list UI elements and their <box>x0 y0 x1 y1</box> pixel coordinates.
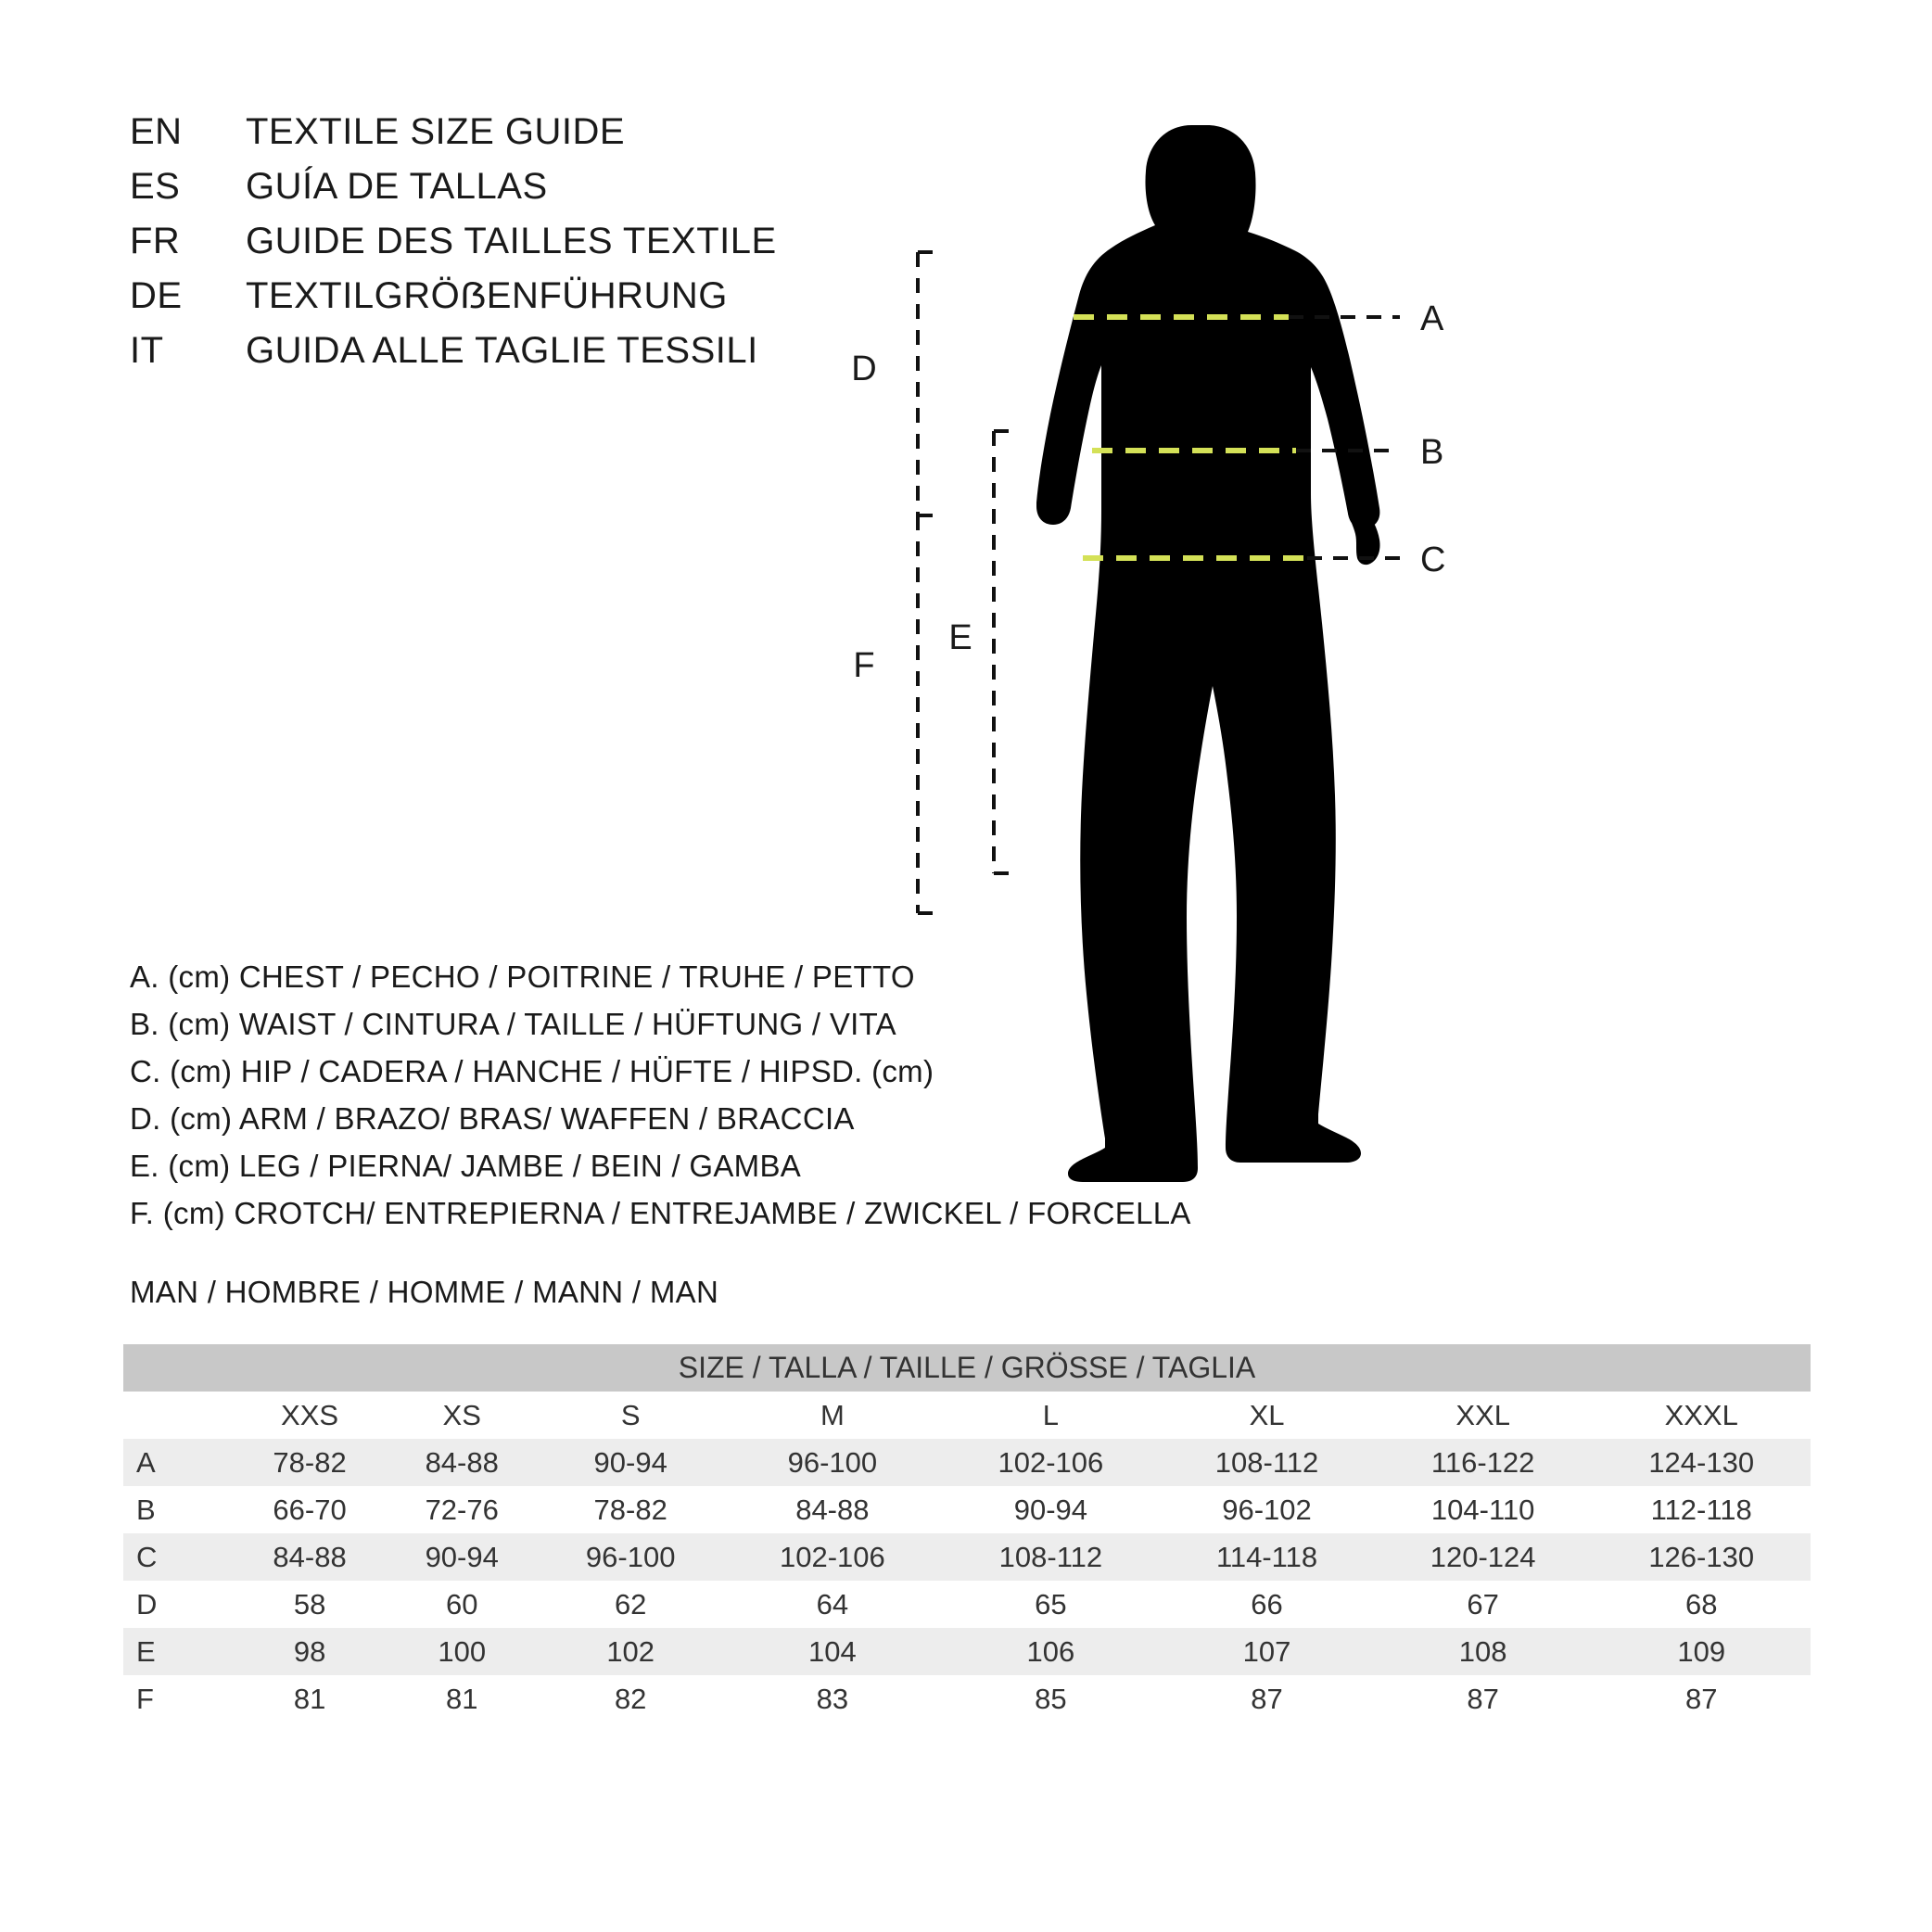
cell: 120-124 <box>1374 1533 1593 1581</box>
cell: 96-102 <box>1160 1486 1374 1533</box>
table-row <box>123 1439 1811 1486</box>
table-row <box>123 1628 1811 1675</box>
cell: 124-130 <box>1592 1439 1811 1486</box>
cell: 100 <box>386 1628 538 1675</box>
size-col-xxl: XXL <box>1374 1392 1593 1439</box>
size-table <box>123 1344 1811 1722</box>
cell: 84-88 <box>234 1533 386 1581</box>
label-e: E <box>948 618 972 657</box>
dimension-e-bracket <box>994 431 1016 873</box>
title-row <box>130 330 964 372</box>
cell: 60 <box>386 1581 538 1628</box>
row-key-c: C <box>123 1533 234 1581</box>
cell: 96-100 <box>538 1533 723 1581</box>
gender-label: MAN / HOMBRE / HOMME / MANN / MAN <box>130 1275 719 1309</box>
cell: 81 <box>386 1675 538 1722</box>
cell: 102 <box>538 1628 723 1675</box>
cell: 62 <box>538 1581 723 1628</box>
title-lang-de: DE <box>130 275 183 316</box>
title-text-de: TEXTILGRÖẞENFÜHRUNG <box>246 275 728 316</box>
title-text-fr: GUIDE DES TAILLES TEXTILE <box>246 221 777 261</box>
cell: 104 <box>723 1628 942 1675</box>
cell: 108-112 <box>942 1533 1161 1581</box>
title-row <box>130 275 964 317</box>
title-row <box>130 221 964 262</box>
cell: 102-106 <box>942 1439 1161 1486</box>
title-lang-en: EN <box>130 111 183 152</box>
cell: 108-112 <box>1160 1439 1374 1486</box>
label-d: D <box>851 350 877 388</box>
cell: 107 <box>1160 1628 1374 1675</box>
table-row <box>123 1581 1811 1628</box>
cell: 106 <box>942 1628 1161 1675</box>
table-band-header <box>123 1344 1811 1392</box>
legend-item-f: F. (cm) CROTCH/ ENTREPIERNA / ENTREJAMBE / ZWICKEL / FORCELLA <box>130 1196 1191 1230</box>
cell: 96-100 <box>723 1439 942 1486</box>
cell: 84-88 <box>723 1486 942 1533</box>
cell: 65 <box>942 1581 1161 1628</box>
title-row <box>130 111 964 153</box>
cell: 83 <box>723 1675 942 1722</box>
cell: 98 <box>234 1628 386 1675</box>
cell: 84-88 <box>386 1439 538 1486</box>
size-col-xl: XL <box>1160 1392 1374 1439</box>
row-key-e: E <box>123 1628 234 1675</box>
cell: 90-94 <box>942 1486 1161 1533</box>
label-a: A <box>1420 299 1444 338</box>
title-text-es: GUÍA DE TALLAS <box>246 166 548 207</box>
legend-item-d: D. (cm) ARM / BRAZO/ BRAS/ WAFFEN / BRACCIA <box>130 1101 855 1136</box>
dimension-f-bracket <box>918 515 938 913</box>
title-lang-es: ES <box>130 166 181 207</box>
cell: 87 <box>1160 1675 1374 1722</box>
size-header-label: SIZE / TALLA / TAILLE / GRÖSSE / TAGLIA <box>123 1344 1811 1392</box>
cell: 102-106 <box>723 1533 942 1581</box>
row-key-a: A <box>123 1439 234 1486</box>
cell: 90-94 <box>538 1439 723 1486</box>
legend-item-e: E. (cm) LEG / PIERNA/ JAMBE / BEIN / GAMBA <box>130 1149 802 1183</box>
sizes-rowhead <box>123 1392 234 1439</box>
title-lang-it: IT <box>130 330 164 371</box>
cell: 112-118 <box>1592 1486 1811 1533</box>
size-col-xxxl: XXXL <box>1592 1392 1811 1439</box>
size-col-xs: XS <box>386 1392 538 1439</box>
cell: 64 <box>723 1581 942 1628</box>
cell: 116-122 <box>1374 1439 1593 1486</box>
table-row <box>123 1486 1811 1533</box>
title-row <box>130 166 964 208</box>
title-text-it: GUIDA ALLE TAGLIE TESSILI <box>246 330 758 371</box>
cell: 85 <box>942 1675 1161 1722</box>
cell: 66 <box>1160 1581 1374 1628</box>
size-col-l: L <box>942 1392 1161 1439</box>
cell: 109 <box>1592 1628 1811 1675</box>
legend-item-b: B. (cm) WAIST / CINTURA / TAILLE / HÜFTUNG / VITA <box>130 1007 896 1041</box>
row-key-b: B <box>123 1486 234 1533</box>
label-c: C <box>1420 540 1446 579</box>
label-f: F <box>853 646 875 685</box>
legend-block <box>130 960 1242 1243</box>
title-block <box>130 111 964 385</box>
cell: 126-130 <box>1592 1533 1811 1581</box>
cell: 87 <box>1374 1675 1593 1722</box>
cell: 78-82 <box>234 1439 386 1486</box>
size-col-m: M <box>723 1392 942 1439</box>
row-key-d: D <box>123 1581 234 1628</box>
title-lang-fr: FR <box>130 221 181 261</box>
cell: 82 <box>538 1675 723 1722</box>
cell: 87 <box>1592 1675 1811 1722</box>
cell: 68 <box>1592 1581 1811 1628</box>
cell: 72-76 <box>386 1486 538 1533</box>
table-row-sizes <box>123 1392 1811 1439</box>
legend-item-c: C. (cm) HIP / CADERA / HANCHE / HÜFTE / HIPSD. (cm) <box>130 1054 934 1088</box>
cell: 108 <box>1374 1628 1593 1675</box>
cell: 104-110 <box>1374 1486 1593 1533</box>
cell: 67 <box>1374 1581 1593 1628</box>
cell: 78-82 <box>538 1486 723 1533</box>
size-col-s: S <box>538 1392 723 1439</box>
cell: 90-94 <box>386 1533 538 1581</box>
cell: 81 <box>234 1675 386 1722</box>
table-row <box>123 1533 1811 1581</box>
legend-item-a: A. (cm) CHEST / PECHO / POITRINE / TRUHE / PETTO <box>130 960 915 994</box>
size-col-xxs: XXS <box>234 1392 386 1439</box>
title-text-en: TEXTILE SIZE GUIDE <box>246 111 626 152</box>
row-key-f: F <box>123 1675 234 1722</box>
cell: 58 <box>234 1581 386 1628</box>
label-b: B <box>1420 433 1444 472</box>
table-row <box>123 1675 1811 1722</box>
cell: 66-70 <box>234 1486 386 1533</box>
cell: 114-118 <box>1160 1533 1374 1581</box>
